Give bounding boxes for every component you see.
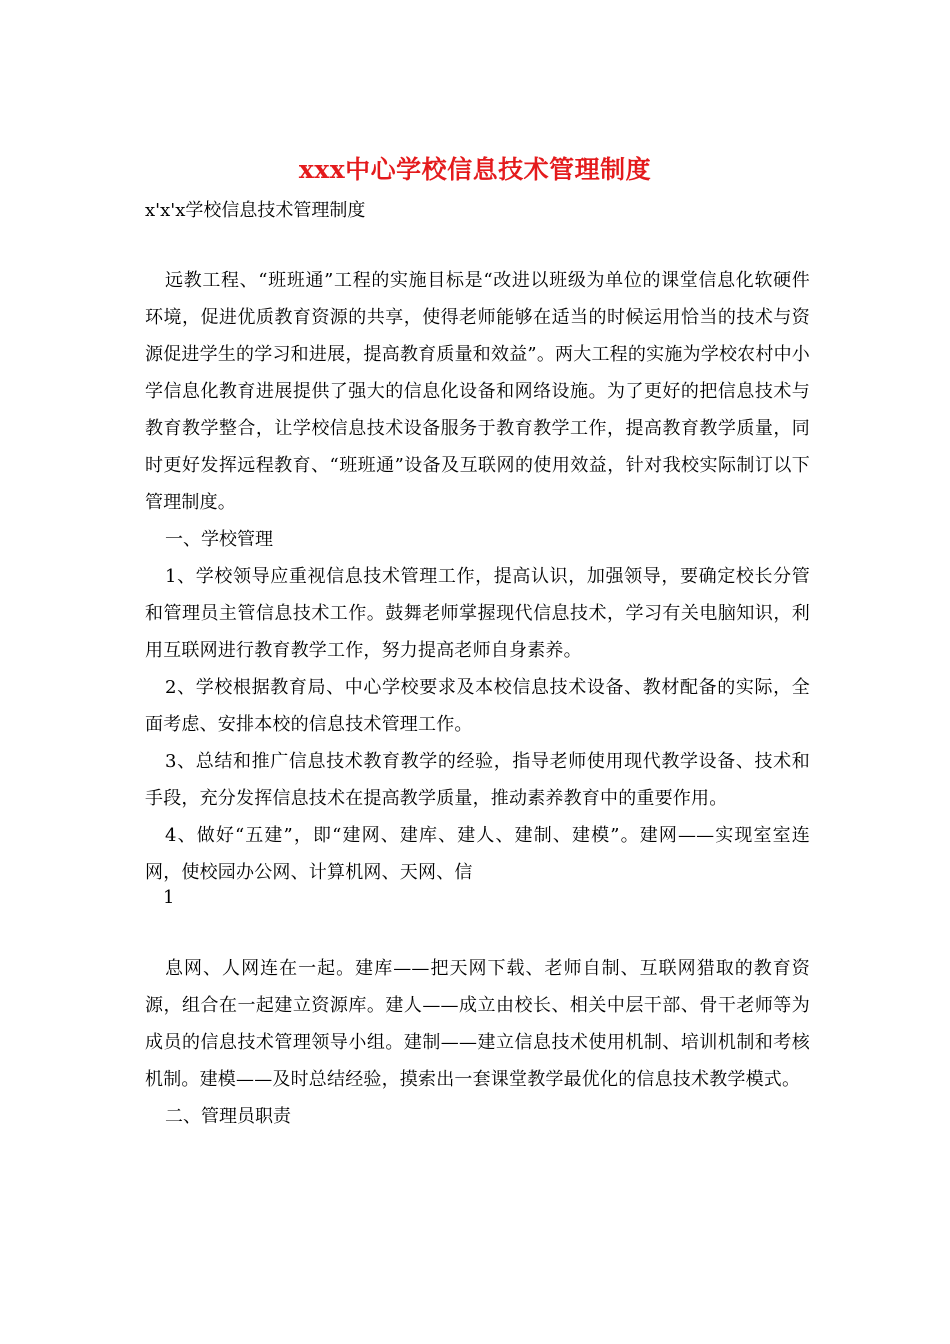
paragraph-item-1: 1、学校领导应重视信息技术管理工作，提高认识，加强领导，要确定校长分管和管理员主管信息技术工作。鼓舞老师掌握现代信息技术，学习有关电脑知识，利用互联网进行教育教学工作，努力提高老师自身素养。: [145, 566, 810, 661]
document-title: xxx中心学校信息技术管理制度: [298, 155, 652, 184]
page2-body: [145, 950, 810, 1135]
intro-paragraph: 远教工程、“班班通”工程的实施目标是“改进以班级为单位的课堂信息化软硬件环境，促进优质教育资源的共享，使得老师能够在适当的时候运用恰当的技术与资源促进学生的学习和进展，提高教育质量和效益”。两大工程的实施为学校农村中小学信息化教育进展提供了强大的信息化设备和网络设施。为了更好的把信息技术与教育教学整合，让学校信息技术设备服务于教育教学工作，提高教育教学质量，同时更好发挥远程教育、“班班通”设备及互联网的使用效益，针对我校实际制订以下管理制度。: [145, 270, 810, 513]
paragraph-item-3: 3、总结和推广信息技术教育教学的经验，指导老师使用现代教学设备、技术和手段，充分发挥信息技术在提高教学质量，推动素养教育中的重要作用。: [145, 751, 810, 809]
paragraph-item-4-continued: 息网、人网连在一起。建库——把天网下载、老师自制、互联网猎取的教育资源，组合在一起建立资源库。建人——成立由校长、相关中层干部、骨干老师等为成员的信息技术管理领导小组。建制——建立信息技术使用机制、培训机制和考核机制。建模——及时总结经验，摸索出一套课堂教学最优化的信息技术教学模式。: [145, 958, 810, 1090]
page-number: 1: [163, 887, 175, 908]
paragraph-item-2: 2、学校根据教育局、中心学校要求及本校信息技术设备、教材配备的实际，全面考虑、安排本校的信息技术管理工作。: [145, 677, 810, 735]
section-heading-school-management: 一、学校管理: [165, 529, 273, 550]
document-subtitle: x'x'x学校信息技术管理制度: [145, 200, 366, 221]
paragraph-item-4: 4、做好“五建”，即“建网、建库、建人、建制、建模”。建网——实现室室连网，使校园办公网、计算机网、天网、信: [145, 825, 810, 883]
page1-body: [145, 262, 810, 891]
section-heading-admin-duties: 二、管理员职责: [165, 1106, 291, 1127]
